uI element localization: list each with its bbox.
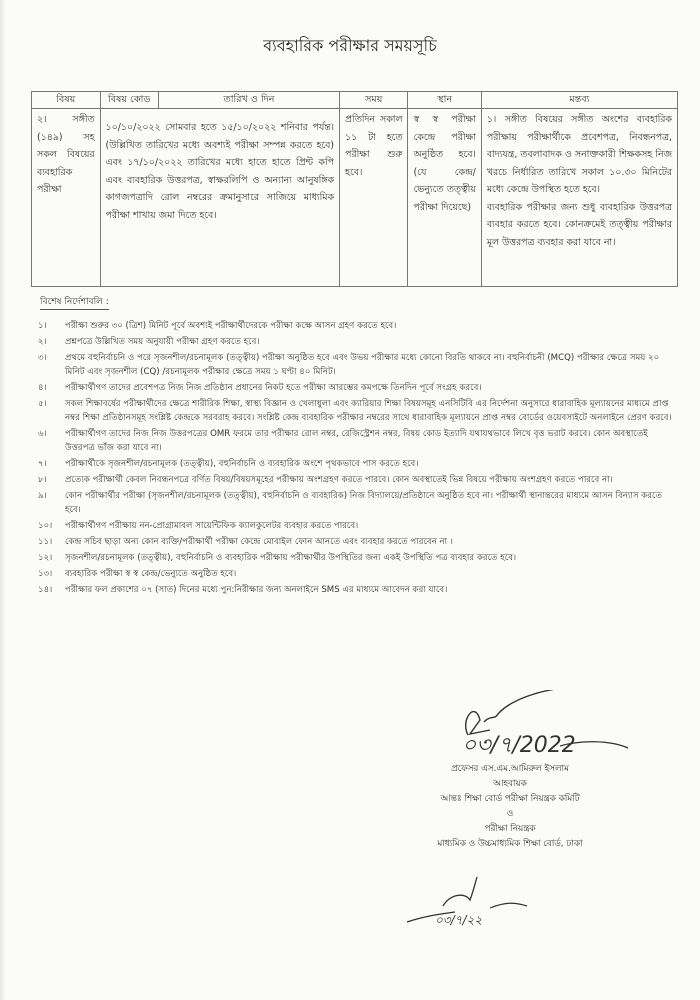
instruction-number: ৩।	[38, 353, 47, 363]
cell-date-day	[100, 109, 340, 287]
instruction-text: কেন্দ্র সচিব ছাড়া অন্য কোন ব্যক্তি/পরীক্ষার্থী পরীক্ষা কেন্দ্রে মোবাইল ফোন আনতে এবং ব্যবহার করতে পারবেন না ।	[65, 537, 453, 547]
signatory-name: প্রফেসর এস.এম.আমিরুল ইসলাম	[451, 764, 569, 774]
table-header-row	[32, 92, 678, 109]
table-row	[32, 109, 678, 287]
header-date-day: তারিখ ও দিন	[158, 92, 339, 109]
instruction-text: কোন পরীক্ষার্থীর পরীক্ষা (সৃজনশীল/রচনামূলক (তত্ত্বীয়), বহুনির্বাচনি ও ব্যবহারিক) নিজ বিদ্যালয়ে/প্রতিষ্ঠানে অনুষ্ঠিত হবে না। পরীক্ষার্থী স্থানান্তরের মাধ্যমে আসন বিন্যাস করতে হবে।	[65, 491, 662, 515]
cell-place: স্ব স্ব পরীক্ষা কেন্দ্রে পরীক্ষা অনুষ্ঠিত হবে। (যে কেন্দ্র/ ভেন্যুতে তত্ত্বীয় পরীক্ষা দিয়েছে)	[408, 109, 481, 287]
instruction-text: প্রশ্নপত্রে উল্লিখিত সময় অনুযায়ী পরীক্ষা গ্রহণ করতে হবে।	[65, 337, 260, 347]
signatory-board: মাধ্যমিক ও উচ্চমাধ্যমিক শিক্ষা বোর্ড, ঢাকা	[437, 839, 583, 849]
cell-time: প্রতিদিন সকাল ১১ টা হতে পরীক্ষা শুরু হবে।	[340, 109, 408, 287]
signatory-block	[380, 762, 640, 852]
instruction-number: ৮।	[38, 475, 47, 485]
instruction-item	[38, 397, 678, 425]
header-time: সময়	[340, 92, 408, 109]
instruction-text: সকল শিক্ষাবর্ষের পরীক্ষার্থীদের ক্ষেত্রে শারীরিক শিক্ষা, স্বাস্থ্য বিজ্ঞান ও খেলাধুলা এবং ক্যারিয়ার শিক্ষা বিষয়সমূহ এনসিটিবি এর নির্দেশনা অনুসারে ধারাবাহিক মূল্যায়নের মাধ্যমে প্রাপ্ত নম্বর শিক্ষা প্রতিষ্ঠানসমূহ সংশ্লিষ্ট কেন্দ্রকে সরবরাহ করবে। সংশ্লিষ্ট কেন্দ্র ব্যবহারিক পরীক্ষার নম্বরের সাথে ধারাবাহিক মূল্যায়নে প্রাপ্ত নম্বর বোর্ডের ওয়েবসাইটে অনলাইনে প্রেরণ করবে।	[65, 399, 672, 423]
instruction-item	[38, 427, 678, 455]
document-title: ব্যবহারিক পরীক্ষার সময়সূচি	[263, 36, 437, 55]
schedule-table	[31, 91, 678, 287]
page-edge-shadow	[0, 0, 6, 1000]
date-day-text: ১০/১০/২০২২ সোমবার হতে ১৫/১০/২০২২ শনিবার পর্যন্ত। (উল্লিখিত তারিখের মধ্যে অবশ্যই পরীক্ষা সম্পন্ন করতে হবে) এবং ১৭/১০/২০২২ তারিখের মধ্যে হাতে হাতে প্রিন্ট কপি এবং ব্যবহারিক উত্তরপত্র, স্বাক্ষরলিপি ও অন্যান্য আনুষঙ্গিক কাগজপত্রাদি রোল নম্বরের ক্রমানুসারে সাজিয়ে মাধ্যমিক পরীক্ষা শাখায় জমা দিতে হবে।	[105, 122, 335, 221]
instruction-text: সৃজনশীল/রচনামূলক (তত্ত্বীয়), বহুনির্বাচনি ও ব্যবহারিক পরীক্ষায় পরীক্ষার্থীর উপস্থিতির জন্য একই উপস্থিতি পত্র ব্যবহার করতে হবে।	[65, 553, 517, 563]
signatory-conjunction: ও	[506, 809, 514, 819]
instruction-number: ৫।	[38, 399, 47, 409]
instruction-item	[38, 473, 678, 487]
cell-subject: ২। সঙ্গীত (১৪৯) সহ সকল বিষয়ের ব্যবহারিক পরীক্ষা	[32, 109, 101, 287]
instruction-number: ৪।	[38, 383, 47, 393]
signature-2	[395, 872, 535, 932]
signatory-committee: আন্তঃ শিক্ষা বোর্ড পরীক্ষা নিয়ন্ত্রক কমিটি	[440, 794, 580, 804]
instruction-text: প্রথমে বহুনির্বাচনি ও পরে সৃজনশীল/রচনামূলক (তত্ত্বীয়) পরীক্ষা অনুষ্ঠিত হবে এবং উভয় পরীক্ষার মধ্যে কোনো বিরতি থাকবে না। বহুনির্বাচনী (MCQ) পরীক্ষার ক্ষেত্রে সময় ২০ মিনিট এবং সৃজনশীল (CQ) /রচনামূলক পরীক্ষার ক্ষেত্রে সময় ১ ঘণ্টা ৪০ মিনিট।	[65, 353, 660, 377]
instruction-text: প্রত্যেক পরীক্ষার্থী কেবল নিবন্ধনপত্রে বর্ণিত বিষয়/বিষয়সমূহের পরীক্ষায় অংশগ্রহণ করতে পারবে। কোন অবস্থাতেই ভিন্ন বিষয়ে পরীক্ষায় অংশগ্রহণ করতে পারবে না।	[65, 475, 613, 485]
instruction-item	[38, 319, 678, 333]
instruction-number: ৭।	[38, 459, 47, 469]
instruction-item	[38, 489, 678, 517]
instruction-item	[38, 535, 678, 549]
instructions-list	[38, 319, 678, 599]
instruction-number: ১০।	[38, 521, 53, 531]
instruction-number: ১১।	[38, 537, 53, 547]
header-subject-code: বিষয় কোড	[100, 92, 158, 109]
cell-remarks	[481, 109, 677, 287]
header-subject: বিষয়	[32, 92, 101, 109]
instruction-item	[38, 381, 678, 395]
instruction-number: ১।	[38, 321, 47, 331]
instruction-text: পরীক্ষার্থীগণ পরীক্ষায় নন-প্রোগ্রামাবল সায়েন্টিফিক ক্যালকুলেটর ব্যবহার করতে পারবে।	[65, 521, 359, 531]
instruction-number: ৬।	[38, 429, 47, 439]
signature-2-date: ০৩/৭/২২	[435, 913, 483, 927]
instruction-item	[38, 519, 678, 533]
instruction-text: পরীক্ষার্থীকে সৃজনশীল/রচনামূলক (তত্ত্বীয়), বহুনির্বাচনি ও ব্যবহারিক অংশে পৃথকভাবে পাস করতে হবে।	[65, 459, 419, 469]
instruction-number: ২।	[38, 337, 47, 347]
instruction-item	[38, 351, 678, 379]
special-instructions-label: বিশেষ নির্দেশাবলি :	[40, 294, 109, 310]
remark-1: ১। সঙ্গীত বিষয়ের সঙ্গীত অংশের ব্যবহারিক পরীক্ষায় পরীক্ষার্থীকে প্রবেশপত্র, নিবন্ধনপত্র, বাদ্যযন্ত্র, তবলাবাদক ও সনাক্তকারী শিক্ষকসহ নিজ খরচে নির্ধারিত তারিখে সকাল ১০.৩০ মিনিটের মধ্যে কেন্দ্রে উপস্থিত হতে হবে।	[486, 114, 672, 195]
instruction-item	[38, 583, 678, 597]
instruction-item	[38, 567, 678, 581]
instruction-text: পরীক্ষার্থীগণ তাদের প্রবেশপত্র নিজ নিজ প্রতিষ্ঠান প্রধানের নিকট হতে পরীক্ষা আরম্ভের কমপক্ষে তিনদিন পূর্বে সংগ্রহ করবে।	[65, 383, 482, 393]
instruction-text: পরীক্ষা শুরুর ৩০ (ত্রিশ) মিনিট পূর্বে অবশ্যই পরীক্ষার্থীদেরকে পরীক্ষা কক্ষে আসন গ্রহণ করতে হবে।	[65, 321, 397, 331]
header-remarks: মন্তব্য	[481, 92, 677, 109]
header-place: স্থান	[408, 92, 481, 109]
instruction-number: ১২।	[38, 553, 53, 563]
instruction-text: ব্যবহারিক পরীক্ষা স্ব স্ব কেন্দ্র/ভেন্যুতে অনুষ্ঠিত হবে।	[65, 569, 237, 579]
instruction-item	[38, 457, 678, 471]
instruction-number: ১৩।	[38, 569, 53, 579]
instruction-text: পরীক্ষার ফল প্রকাশের ০৭ (সাত) দিনের মধ্যে পুন:নিরীক্ষার জন্য অনলাইনে SMS এর মাধ্যমে আবেদন করা যাবে।	[65, 585, 448, 595]
signatory-role: আহবায়ক	[493, 779, 527, 789]
remark-2: ব্যবহারিক পরীক্ষার জন্য শুধু ব্যবহারিক উত্তরপত্র ব্যবহার করতে হবে। কোনক্রমেই তত্ত্বীয় পরীক্ষার মূল উত্তরপত্র ব্যবহার করা যাবে না।	[486, 201, 672, 248]
instruction-item	[38, 335, 678, 349]
signatory-title2: পরীক্ষা নিয়ন্ত্রক	[484, 824, 536, 834]
instruction-number: ১৪।	[38, 585, 53, 595]
instruction-item	[38, 551, 678, 565]
signature-1-date: ০৩/৭/2022	[462, 733, 576, 758]
instruction-text: পরীক্ষার্থীগণ তাদের নিজ নিজ উত্তরপত্রের OMR ফরমে তার পরীক্ষার রোল নম্বর, রেজিস্ট্রেশন নম্বর, বিষয় কোড ইত্যাদি যথাযথভাবে লিখে বৃত্ত ভরাট করবে। কোন অবস্থাতেই উত্তরপত্র ভাঁজ করা যাবে না।	[65, 429, 648, 453]
instruction-number: ৯।	[38, 491, 47, 501]
signature-1	[440, 690, 630, 760]
